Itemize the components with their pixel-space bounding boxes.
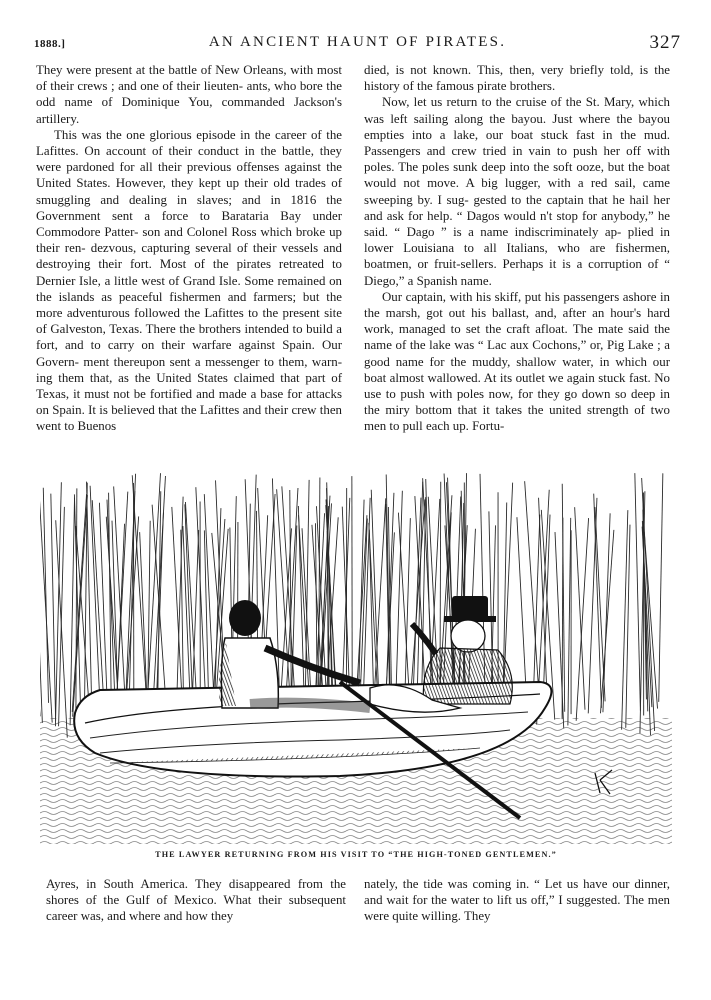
reed-stroke	[622, 510, 628, 729]
reed-stroke	[114, 486, 126, 716]
paragraph: Our captain, with his skiff, put his passengers ashore in the marsh, got out his ballast, and, after an hour's hard work, managed to set the craft afloat. The mate said the name of the lake was “ Lac aux Cochons,” or, Pig Lake ; a good name for the muddy, shallow water, in which our boat almost wallowed. At its outlet we again stuck fast. No use to push with poles now, for they go down so deep in the miry bottom that it takes the united strength of two men to pull each up. Fortu-	[364, 289, 670, 434]
reed-stroke	[59, 507, 65, 726]
page-number: 327	[649, 32, 681, 53]
running-title: AN ANCIENT HAUNT OF PIRATES.	[208, 34, 507, 50]
reed-stroke	[76, 488, 77, 717]
reed-stroke	[43, 488, 48, 703]
reed-stroke	[99, 503, 107, 715]
paragraph: died, is not known. This, then, very briefly told, is the history of the famous pirate brothers.	[364, 63, 670, 94]
illustration-caption: THE LAWYER RETURNING FROM HIS VISIT TO “THE HIGH-TONED GENTLEMEN.”	[155, 850, 557, 859]
left-column-bottom	[46, 876, 346, 925]
reed-stroke	[568, 518, 571, 726]
paragraph: This was the one glorious episode in the career of the Lafittes. On account of their conduct in the battle, they were pardoned for all their previous offenses against the United States. However, they kept up their old trades of smuggling and dealing in slaves; and in 1816 the Government sent a force to Barataria Bay under Commodore Patter- son and Colonel Ross which broke up their ren- dezvous, capturing several of their vessels and destroying their fort. Most of the pirates retreated to Dernier Isle, a little west of Grand Isle. Some remained on the islands as peaceful fishermen and farmers; but the more adventurous followed the Lafittes to the present site of Galveston, Texas. There the brothers intended to build a fort, and to carry on their warfare against Spain. Our Govern- ment thereupon sent a messenger to them, warn- ing them that, as the United States claimed that part of Texas, it must not be fortified and made a base for attacks on Spain. It is believed that the Lafittes and their crew then went to Buenos	[36, 127, 342, 434]
reed-stroke	[635, 473, 641, 711]
reed-stroke	[40, 532, 42, 723]
reed-stroke	[588, 498, 597, 713]
header-date: 1888.]	[34, 38, 66, 50]
rowboat-in-reeds-engraving	[40, 468, 672, 844]
reed-stroke	[204, 530, 208, 698]
reed-stroke	[603, 513, 610, 712]
right-column-top	[364, 62, 670, 435]
reed-stroke	[51, 494, 56, 722]
right-column-bottom	[364, 876, 670, 925]
reed-stroke	[659, 473, 663, 702]
left-column-top	[36, 62, 342, 435]
engraving-illustration	[40, 468, 672, 844]
paragraph: They were present at the battle of New Orleans, with most of their crews ; and one of their lieuten- ants, who bore the odd name of Dominique You, commanded Jackson's artillery.	[36, 63, 342, 126]
paragraph: Ayres, in South America. They disappeared from the shores of the Gulf of Mexico. What their subsequent career was, and where and how they	[46, 877, 346, 924]
reed-stroke	[600, 530, 613, 713]
paragraph: nately, the tide was coming in. “ Let us have our dinner, and wait for the water to lift us off,” I suggested. The men were quite willing. They	[364, 877, 670, 924]
running-header	[34, 30, 681, 56]
paragraph: Now, let us return to the cruise of the St. Mary, which was left sailing along the bayou. Just where the bayou empties into a lake, our boat stuck fast in the mud. Passengers and crew tried in vain to push her off with poles. The poles sunk deep into the soft ooze, but the boat would not move. A big lugger, with a red sail, came sweeping by. I sug- gested to the captain that he hail her and ask for help. “ Dagos would n't stop for anybody,” he said. “ Dago ” is a name indiscriminately ap- plied in lower Louisiana to all Italians, who are fishermen, boatmen, or fruit-sellers. Perhaps it is a corruption of “ Diego,” a Spanish name.	[364, 95, 670, 288]
reed-stroke	[116, 492, 128, 716]
reed-stroke	[369, 530, 373, 702]
reed-stroke	[576, 518, 588, 721]
reed-stroke	[290, 490, 291, 698]
